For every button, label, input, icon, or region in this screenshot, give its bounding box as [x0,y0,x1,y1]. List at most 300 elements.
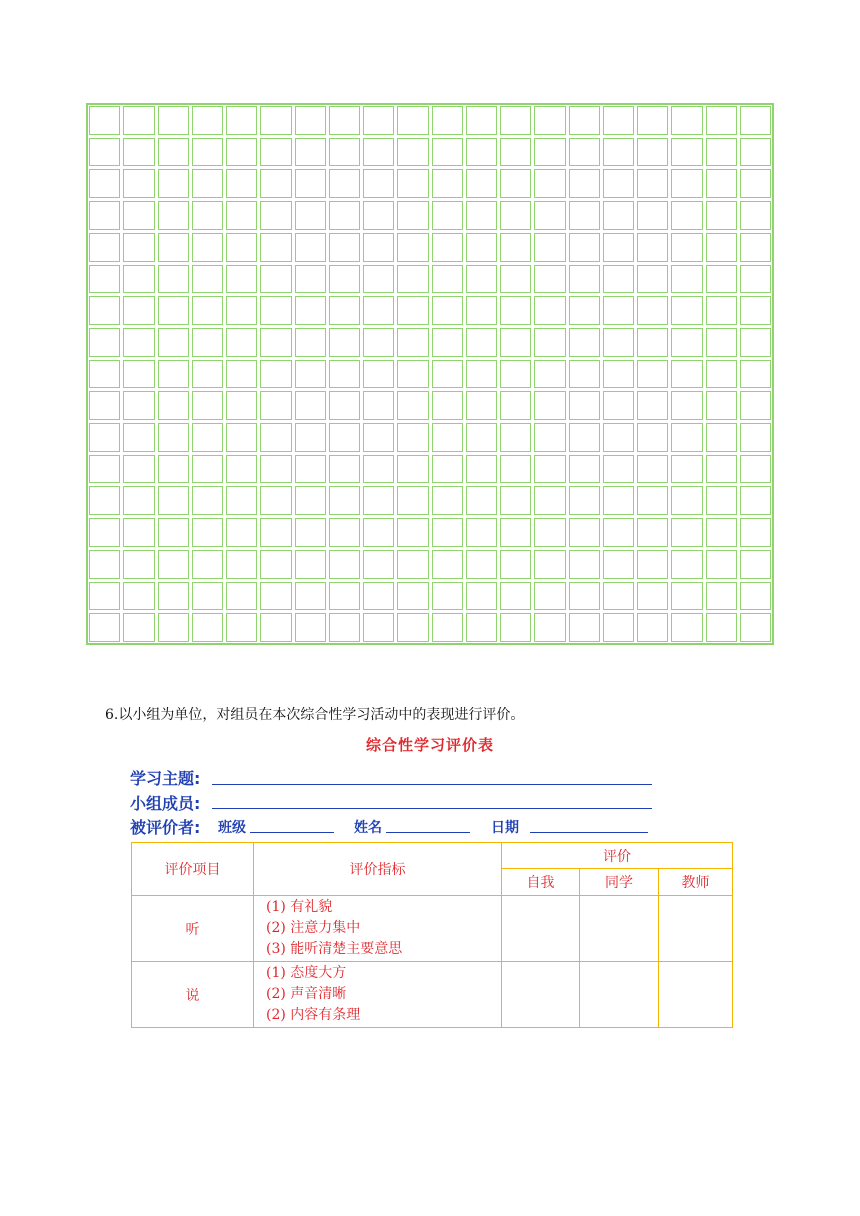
grid-cell[interactable] [569,423,600,452]
grid-cell[interactable] [432,455,463,484]
grid-cell[interactable] [295,582,326,611]
grid-cell[interactable] [123,486,154,515]
grid-cell[interactable] [706,550,737,579]
grid-cell[interactable] [706,201,737,230]
grid-cell[interactable] [192,296,223,325]
grid-cell[interactable] [706,423,737,452]
grid-cell[interactable] [706,391,737,420]
grid-cell[interactable] [89,486,120,515]
grid-cell[interactable] [706,138,737,167]
grid-cell[interactable] [740,106,771,135]
grid-cell[interactable] [226,360,257,389]
grid-cell[interactable] [123,265,154,294]
grid-cell[interactable] [603,296,634,325]
grid-cell[interactable] [603,169,634,198]
grid-cell[interactable] [89,169,120,198]
grid-cell[interactable] [295,391,326,420]
grid-cell[interactable] [603,423,634,452]
grid-cell[interactable] [397,486,428,515]
grid-cell[interactable] [329,391,360,420]
grid-cell[interactable] [432,486,463,515]
grid-cell[interactable] [295,328,326,357]
grid-cell[interactable] [500,106,531,135]
grid-cell[interactable] [226,106,257,135]
grid-cell[interactable] [295,106,326,135]
grid-cell[interactable] [534,391,565,420]
peer-score-cell[interactable] [580,896,659,962]
grid-cell[interactable] [500,169,531,198]
grid-cell[interactable] [740,265,771,294]
grid-cell[interactable] [329,613,360,642]
grid-cell[interactable] [397,613,428,642]
peer-score-cell[interactable] [580,962,659,1028]
grid-cell[interactable] [432,328,463,357]
grid-cell[interactable] [329,328,360,357]
grid-cell[interactable] [329,169,360,198]
grid-cell[interactable] [637,265,668,294]
grid-cell[interactable] [329,233,360,262]
grid-cell[interactable] [158,391,189,420]
grid-cell[interactable] [637,296,668,325]
grid-cell[interactable] [158,106,189,135]
grid-cell[interactable] [569,233,600,262]
grid-cell[interactable] [192,391,223,420]
grid-cell[interactable] [397,106,428,135]
grid-cell[interactable] [466,550,497,579]
grid-cell[interactable] [363,201,394,230]
grid-cell[interactable] [329,518,360,547]
grid-cell[interactable] [432,265,463,294]
grid-cell[interactable] [192,582,223,611]
grid-cell[interactable] [397,138,428,167]
grid-cell[interactable] [706,455,737,484]
grid-cell[interactable] [740,550,771,579]
grid-cell[interactable] [740,391,771,420]
grid-cell[interactable] [740,169,771,198]
grid-cell[interactable] [260,328,291,357]
grid-cell[interactable] [637,233,668,262]
grid-cell[interactable] [158,582,189,611]
grid-cell[interactable] [260,169,291,198]
self-score-cell[interactable] [502,962,580,1028]
grid-cell[interactable] [500,486,531,515]
grid-cell[interactable] [260,582,291,611]
grid-cell[interactable] [637,613,668,642]
grid-cell[interactable] [89,201,120,230]
grid-cell[interactable] [569,265,600,294]
grid-cell[interactable] [466,201,497,230]
grid-cell[interactable] [534,582,565,611]
grid-cell[interactable] [295,360,326,389]
grid-cell[interactable] [123,169,154,198]
grid-cell[interactable] [397,328,428,357]
grid-cell[interactable] [89,582,120,611]
grid-cell[interactable] [671,233,702,262]
grid-cell[interactable] [534,233,565,262]
grid-cell[interactable] [260,201,291,230]
grid-cell[interactable] [603,613,634,642]
grid-cell[interactable] [295,233,326,262]
grid-cell[interactable] [671,613,702,642]
grid-cell[interactable] [123,550,154,579]
grid-cell[interactable] [295,201,326,230]
grid-cell[interactable] [226,296,257,325]
grid-cell[interactable] [637,391,668,420]
grid-cell[interactable] [329,296,360,325]
grid-cell[interactable] [260,486,291,515]
grid-cell[interactable] [671,582,702,611]
grid-cell[interactable] [671,518,702,547]
grid-cell[interactable] [740,201,771,230]
grid-cell[interactable] [569,169,600,198]
grid-cell[interactable] [226,455,257,484]
grid-cell[interactable] [397,423,428,452]
grid-cell[interactable] [671,328,702,357]
grid-cell[interactable] [706,360,737,389]
grid-cell[interactable] [466,296,497,325]
grid-cell[interactable] [534,201,565,230]
grid-cell[interactable] [569,613,600,642]
grid-cell[interactable] [192,613,223,642]
class-fill-line[interactable] [250,832,334,833]
grid-cell[interactable] [500,265,531,294]
grid-cell[interactable] [226,613,257,642]
grid-cell[interactable] [569,328,600,357]
grid-cell[interactable] [569,391,600,420]
grid-cell[interactable] [466,613,497,642]
grid-cell[interactable] [740,233,771,262]
grid-cell[interactable] [123,360,154,389]
grid-cell[interactable] [534,486,565,515]
grid-cell[interactable] [534,550,565,579]
grid-cell[interactable] [706,518,737,547]
grid-cell[interactable] [329,486,360,515]
grid-cell[interactable] [637,423,668,452]
grid-cell[interactable] [534,423,565,452]
grid-cell[interactable] [397,169,428,198]
grid-cell[interactable] [671,296,702,325]
grid-cell[interactable] [158,169,189,198]
grid-cell[interactable] [569,138,600,167]
grid-cell[interactable] [363,391,394,420]
grid-cell[interactable] [192,486,223,515]
grid-cell[interactable] [89,138,120,167]
name-fill-line[interactable] [386,832,470,833]
grid-cell[interactable] [740,328,771,357]
grid-cell[interactable] [671,138,702,167]
grid-cell[interactable] [226,265,257,294]
grid-cell[interactable] [226,486,257,515]
grid-cell[interactable] [363,518,394,547]
grid-cell[interactable] [89,423,120,452]
grid-cell[interactable] [500,138,531,167]
grid-cell[interactable] [603,201,634,230]
grid-cell[interactable] [158,613,189,642]
teacher-score-cell[interactable] [659,896,733,962]
grid-cell[interactable] [603,233,634,262]
grid-cell[interactable] [260,423,291,452]
grid-cell[interactable] [432,201,463,230]
grid-cell[interactable] [89,233,120,262]
grid-cell[interactable] [671,550,702,579]
grid-cell[interactable] [637,169,668,198]
grid-cell[interactable] [192,423,223,452]
grid-cell[interactable] [569,486,600,515]
grid-cell[interactable] [123,328,154,357]
grid-cell[interactable] [671,169,702,198]
grid-cell[interactable] [295,518,326,547]
grid-cell[interactable] [534,169,565,198]
grid-cell[interactable] [637,518,668,547]
grid-cell[interactable] [192,328,223,357]
grid-cell[interactable] [397,233,428,262]
grid-cell[interactable] [637,550,668,579]
grid-cell[interactable] [500,518,531,547]
grid-cell[interactable] [466,582,497,611]
grid-cell[interactable] [466,423,497,452]
grid-cell[interactable] [706,265,737,294]
grid-cell[interactable] [603,550,634,579]
grid-cell[interactable] [158,201,189,230]
grid-cell[interactable] [363,360,394,389]
grid-cell[interactable] [637,486,668,515]
grid-cell[interactable] [158,328,189,357]
grid-cell[interactable] [260,391,291,420]
grid-cell[interactable] [466,518,497,547]
grid-cell[interactable] [706,582,737,611]
grid-cell[interactable] [329,138,360,167]
grid-cell[interactable] [329,360,360,389]
grid-cell[interactable] [603,486,634,515]
grid-cell[interactable] [158,550,189,579]
grid-cell[interactable] [329,423,360,452]
grid-cell[interactable] [740,296,771,325]
grid-cell[interactable] [295,486,326,515]
grid-cell[interactable] [89,391,120,420]
grid-cell[interactable] [89,550,120,579]
grid-cell[interactable] [123,201,154,230]
grid-cell[interactable] [671,455,702,484]
grid-cell[interactable] [363,328,394,357]
grid-cell[interactable] [260,296,291,325]
grid-cell[interactable] [397,360,428,389]
grid-cell[interactable] [260,138,291,167]
grid-cell[interactable] [226,328,257,357]
grid-cell[interactable] [706,169,737,198]
grid-cell[interactable] [158,518,189,547]
grid-cell[interactable] [226,550,257,579]
grid-cell[interactable] [500,582,531,611]
grid-cell[interactable] [397,550,428,579]
grid-cell[interactable] [637,201,668,230]
grid-cell[interactable] [260,455,291,484]
grid-cell[interactable] [569,360,600,389]
grid-cell[interactable] [192,360,223,389]
grid-cell[interactable] [432,360,463,389]
grid-cell[interactable] [363,265,394,294]
members-fill-line[interactable] [212,808,652,809]
grid-cell[interactable] [158,265,189,294]
self-score-cell[interactable] [502,896,580,962]
grid-cell[interactable] [500,233,531,262]
grid-cell[interactable] [397,391,428,420]
grid-cell[interactable] [295,169,326,198]
grid-cell[interactable] [329,265,360,294]
grid-cell[interactable] [740,613,771,642]
grid-cell[interactable] [363,455,394,484]
grid-cell[interactable] [637,138,668,167]
grid-cell[interactable] [397,582,428,611]
grid-cell[interactable] [89,265,120,294]
grid-cell[interactable] [363,423,394,452]
grid-cell[interactable] [569,550,600,579]
grid-cell[interactable] [432,550,463,579]
grid-cell[interactable] [89,455,120,484]
grid-cell[interactable] [260,106,291,135]
grid-cell[interactable] [637,582,668,611]
teacher-score-cell[interactable] [659,962,733,1028]
grid-cell[interactable] [226,423,257,452]
grid-cell[interactable] [123,613,154,642]
grid-cell[interactable] [534,360,565,389]
grid-cell[interactable] [637,106,668,135]
grid-cell[interactable] [363,138,394,167]
grid-cell[interactable] [534,613,565,642]
grid-cell[interactable] [569,106,600,135]
grid-cell[interactable] [295,296,326,325]
grid-cell[interactable] [740,486,771,515]
grid-cell[interactable] [466,169,497,198]
grid-cell[interactable] [500,296,531,325]
grid-cell[interactable] [226,169,257,198]
grid-cell[interactable] [123,106,154,135]
grid-cell[interactable] [569,296,600,325]
grid-cell[interactable] [466,138,497,167]
grid-cell[interactable] [569,582,600,611]
grid-cell[interactable] [671,391,702,420]
grid-cell[interactable] [363,582,394,611]
grid-cell[interactable] [706,486,737,515]
grid-cell[interactable] [432,582,463,611]
grid-cell[interactable] [260,613,291,642]
grid-cell[interactable] [569,518,600,547]
grid-cell[interactable] [397,265,428,294]
grid-cell[interactable] [671,486,702,515]
grid-cell[interactable] [192,518,223,547]
grid-cell[interactable] [363,106,394,135]
grid-cell[interactable] [89,360,120,389]
grid-cell[interactable] [534,518,565,547]
grid-cell[interactable] [706,233,737,262]
grid-cell[interactable] [500,360,531,389]
grid-cell[interactable] [432,391,463,420]
grid-cell[interactable] [603,138,634,167]
grid-cell[interactable] [466,391,497,420]
grid-cell[interactable] [158,360,189,389]
grid-cell[interactable] [363,550,394,579]
grid-cell[interactable] [260,360,291,389]
grid-cell[interactable] [295,265,326,294]
grid-cell[interactable] [226,582,257,611]
grid-cell[interactable] [534,138,565,167]
grid-cell[interactable] [89,328,120,357]
grid-cell[interactable] [432,138,463,167]
grid-cell[interactable] [466,106,497,135]
grid-cell[interactable] [226,391,257,420]
grid-cell[interactable] [500,391,531,420]
grid-cell[interactable] [89,613,120,642]
grid-cell[interactable] [706,613,737,642]
grid-cell[interactable] [123,138,154,167]
grid-cell[interactable] [329,455,360,484]
grid-cell[interactable] [603,360,634,389]
grid-cell[interactable] [432,423,463,452]
grid-cell[interactable] [466,360,497,389]
grid-cell[interactable] [123,391,154,420]
grid-cell[interactable] [192,265,223,294]
grid-cell[interactable] [603,265,634,294]
grid-cell[interactable] [295,613,326,642]
topic-fill-line[interactable] [212,784,652,785]
grid-cell[interactable] [603,582,634,611]
grid-cell[interactable] [123,518,154,547]
grid-cell[interactable] [329,201,360,230]
grid-cell[interactable] [500,613,531,642]
grid-cell[interactable] [226,201,257,230]
grid-cell[interactable] [329,106,360,135]
grid-cell[interactable] [740,455,771,484]
grid-cell[interactable] [158,423,189,452]
grid-cell[interactable] [500,455,531,484]
grid-cell[interactable] [295,138,326,167]
grid-cell[interactable] [260,550,291,579]
grid-cell[interactable] [192,455,223,484]
grid-cell[interactable] [603,455,634,484]
grid-cell[interactable] [397,201,428,230]
grid-cell[interactable] [603,106,634,135]
grid-cell[interactable] [123,455,154,484]
grid-cell[interactable] [432,613,463,642]
grid-cell[interactable] [671,360,702,389]
grid-cell[interactable] [192,169,223,198]
grid-cell[interactable] [260,265,291,294]
grid-cell[interactable] [295,550,326,579]
grid-cell[interactable] [603,328,634,357]
grid-cell[interactable] [603,391,634,420]
grid-cell[interactable] [432,296,463,325]
grid-cell[interactable] [534,265,565,294]
grid-cell[interactable] [363,613,394,642]
grid-cell[interactable] [500,550,531,579]
grid-cell[interactable] [740,138,771,167]
grid-cell[interactable] [363,233,394,262]
grid-cell[interactable] [466,455,497,484]
grid-cell[interactable] [534,328,565,357]
grid-cell[interactable] [192,233,223,262]
grid-cell[interactable] [158,455,189,484]
grid-cell[interactable] [432,518,463,547]
grid-cell[interactable] [637,360,668,389]
grid-cell[interactable] [329,550,360,579]
grid-cell[interactable] [329,582,360,611]
grid-cell[interactable] [123,296,154,325]
grid-cell[interactable] [671,106,702,135]
grid-cell[interactable] [226,518,257,547]
grid-cell[interactable] [671,201,702,230]
grid-cell[interactable] [637,455,668,484]
grid-cell[interactable] [123,582,154,611]
grid-cell[interactable] [397,296,428,325]
